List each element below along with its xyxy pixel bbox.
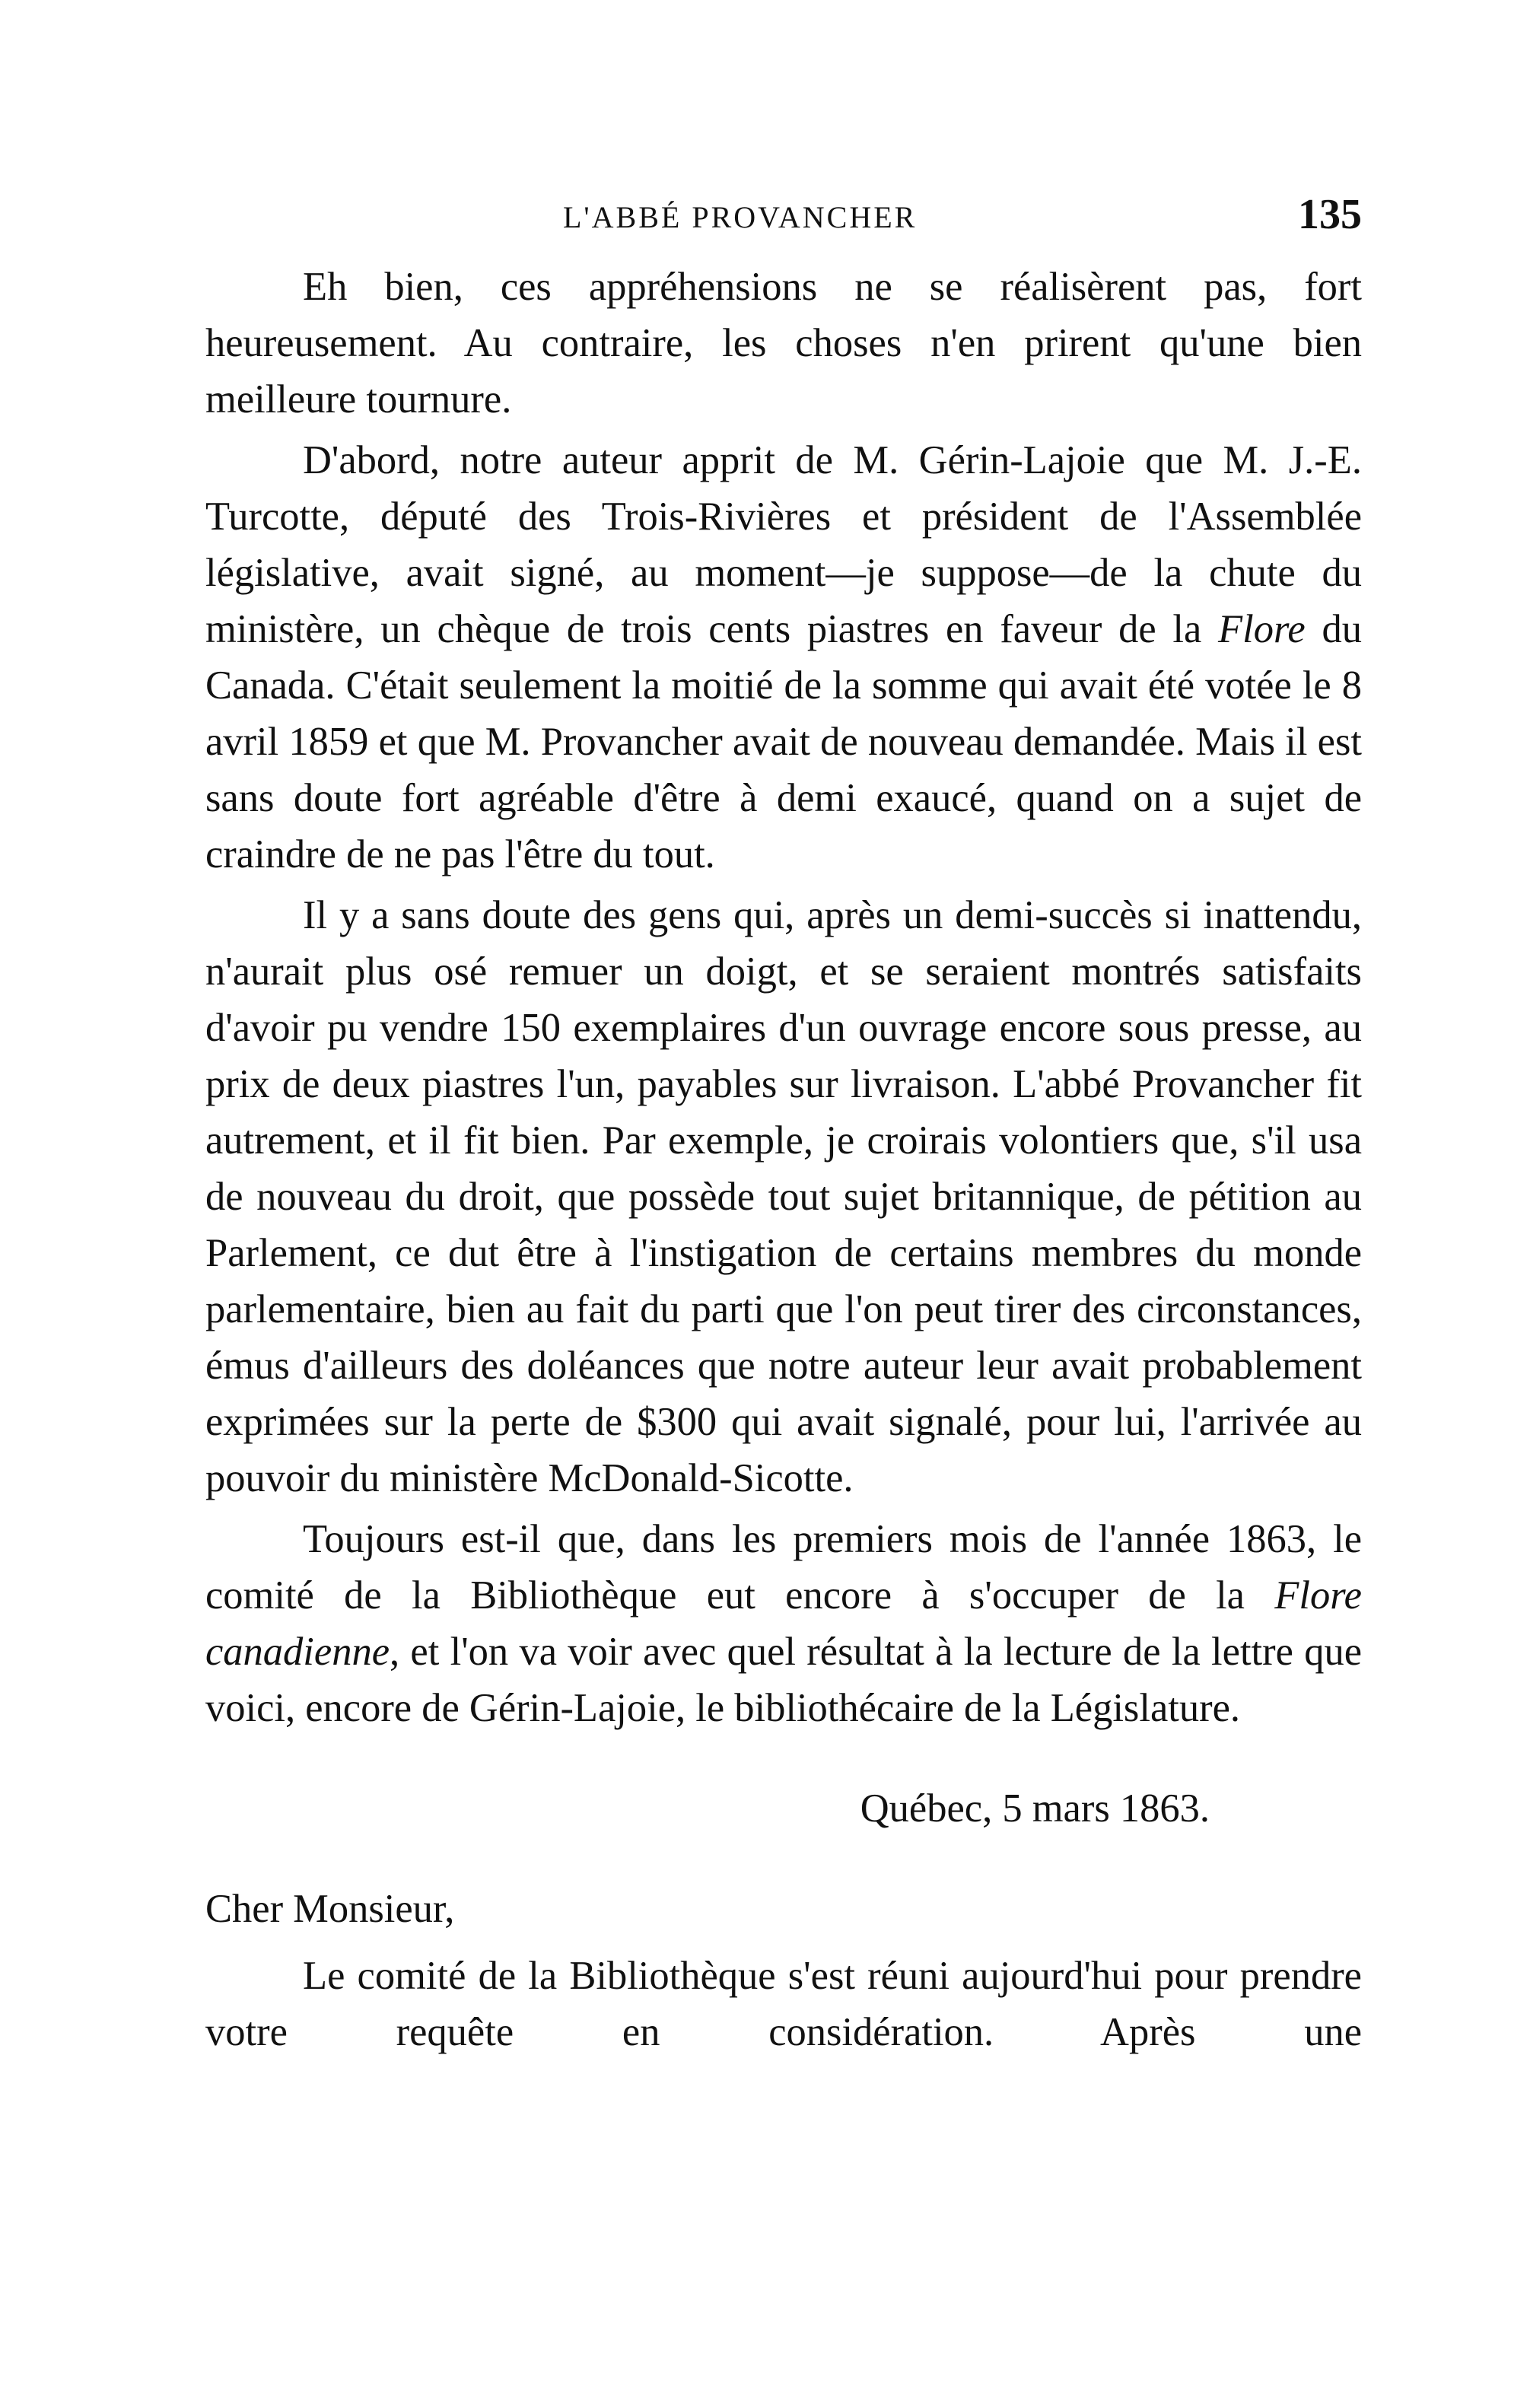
letter-salutation: Cher Monsieur, (205, 1887, 455, 1931)
paragraph: Eh bien, ces appréhensions ne se réalisèrent pas, fort heureusement. Au contraire, les choses n'en prirent qu'une bien meilleure tournure. (205, 265, 1362, 421)
running-head: L'ABBÉ PROVANCHER (563, 200, 918, 234)
letter-opening: Le comité de la Bibliothèque s'est réuni aujourd'hui pour prendre votre requête en considération. Après une (205, 1954, 1362, 2054)
paragraph: D'abord, notre auteur apprit de M. Gérin-Lajoie que M. J.-E. Turcotte, député des Trois-Rivières et président de l'Assemblée législative, avait signé, au moment—je suppose—de la chute du ministère, un chèque de trois cents piastres en faveur de la Flore du Canada. C'était seulement la moitié de la somme qui avait été votée le 8 avril 1859 et que M. Provancher avait de nouveau demandée. Mais il est sans doute fort agréable d'être à demi exaucé, quand on a sujet de craindre de ne pas l'être du tout. (205, 438, 1362, 876)
page-body (205, 259, 1362, 2060)
letter-dateline: Québec, 5 mars 1863. (860, 1786, 1210, 1831)
paragraph: Toujours est-il que, dans les premiers mois de l'année 1863, le comité de la Bibliothèque eut encore à s'occuper de la Flore canadienne, et l'on va voir avec quel résultat à la lecture de la lettre que voici, encore de Gérin-Lajoie, le bibliothécaire de la Législature. (205, 1517, 1362, 1730)
paragraph: Il y a sans doute des gens qui, après un demi-succès si inattendu, n'aurait plus osé remuer un doigt, et se seraient montrés satisfaits d'avoir pu vendre 150 exemplaires d'un ouvrage encore sous presse, au prix de deux piastres l'un, payables sur livraison. L'abbé Provancher fit autrement, et il fit bien. Par exemple, je croirais volontiers que, s'il usa de nouveau du droit, que possède tout sujet britannique, de pétition au Parlement, ce dut être à l'instigation de certains membres du monde parlementaire, bien au fait du parti que l'on peut tirer des circonstances, émus d'ailleurs des doléances que notre auteur leur avait probablement exprimées sur la perte de $300 qui avait signalé, pour lui, l'arrivée au pouvoir du ministère McDonald-Sicotte. (205, 893, 1362, 1500)
page-number: 135 (1298, 191, 1362, 238)
